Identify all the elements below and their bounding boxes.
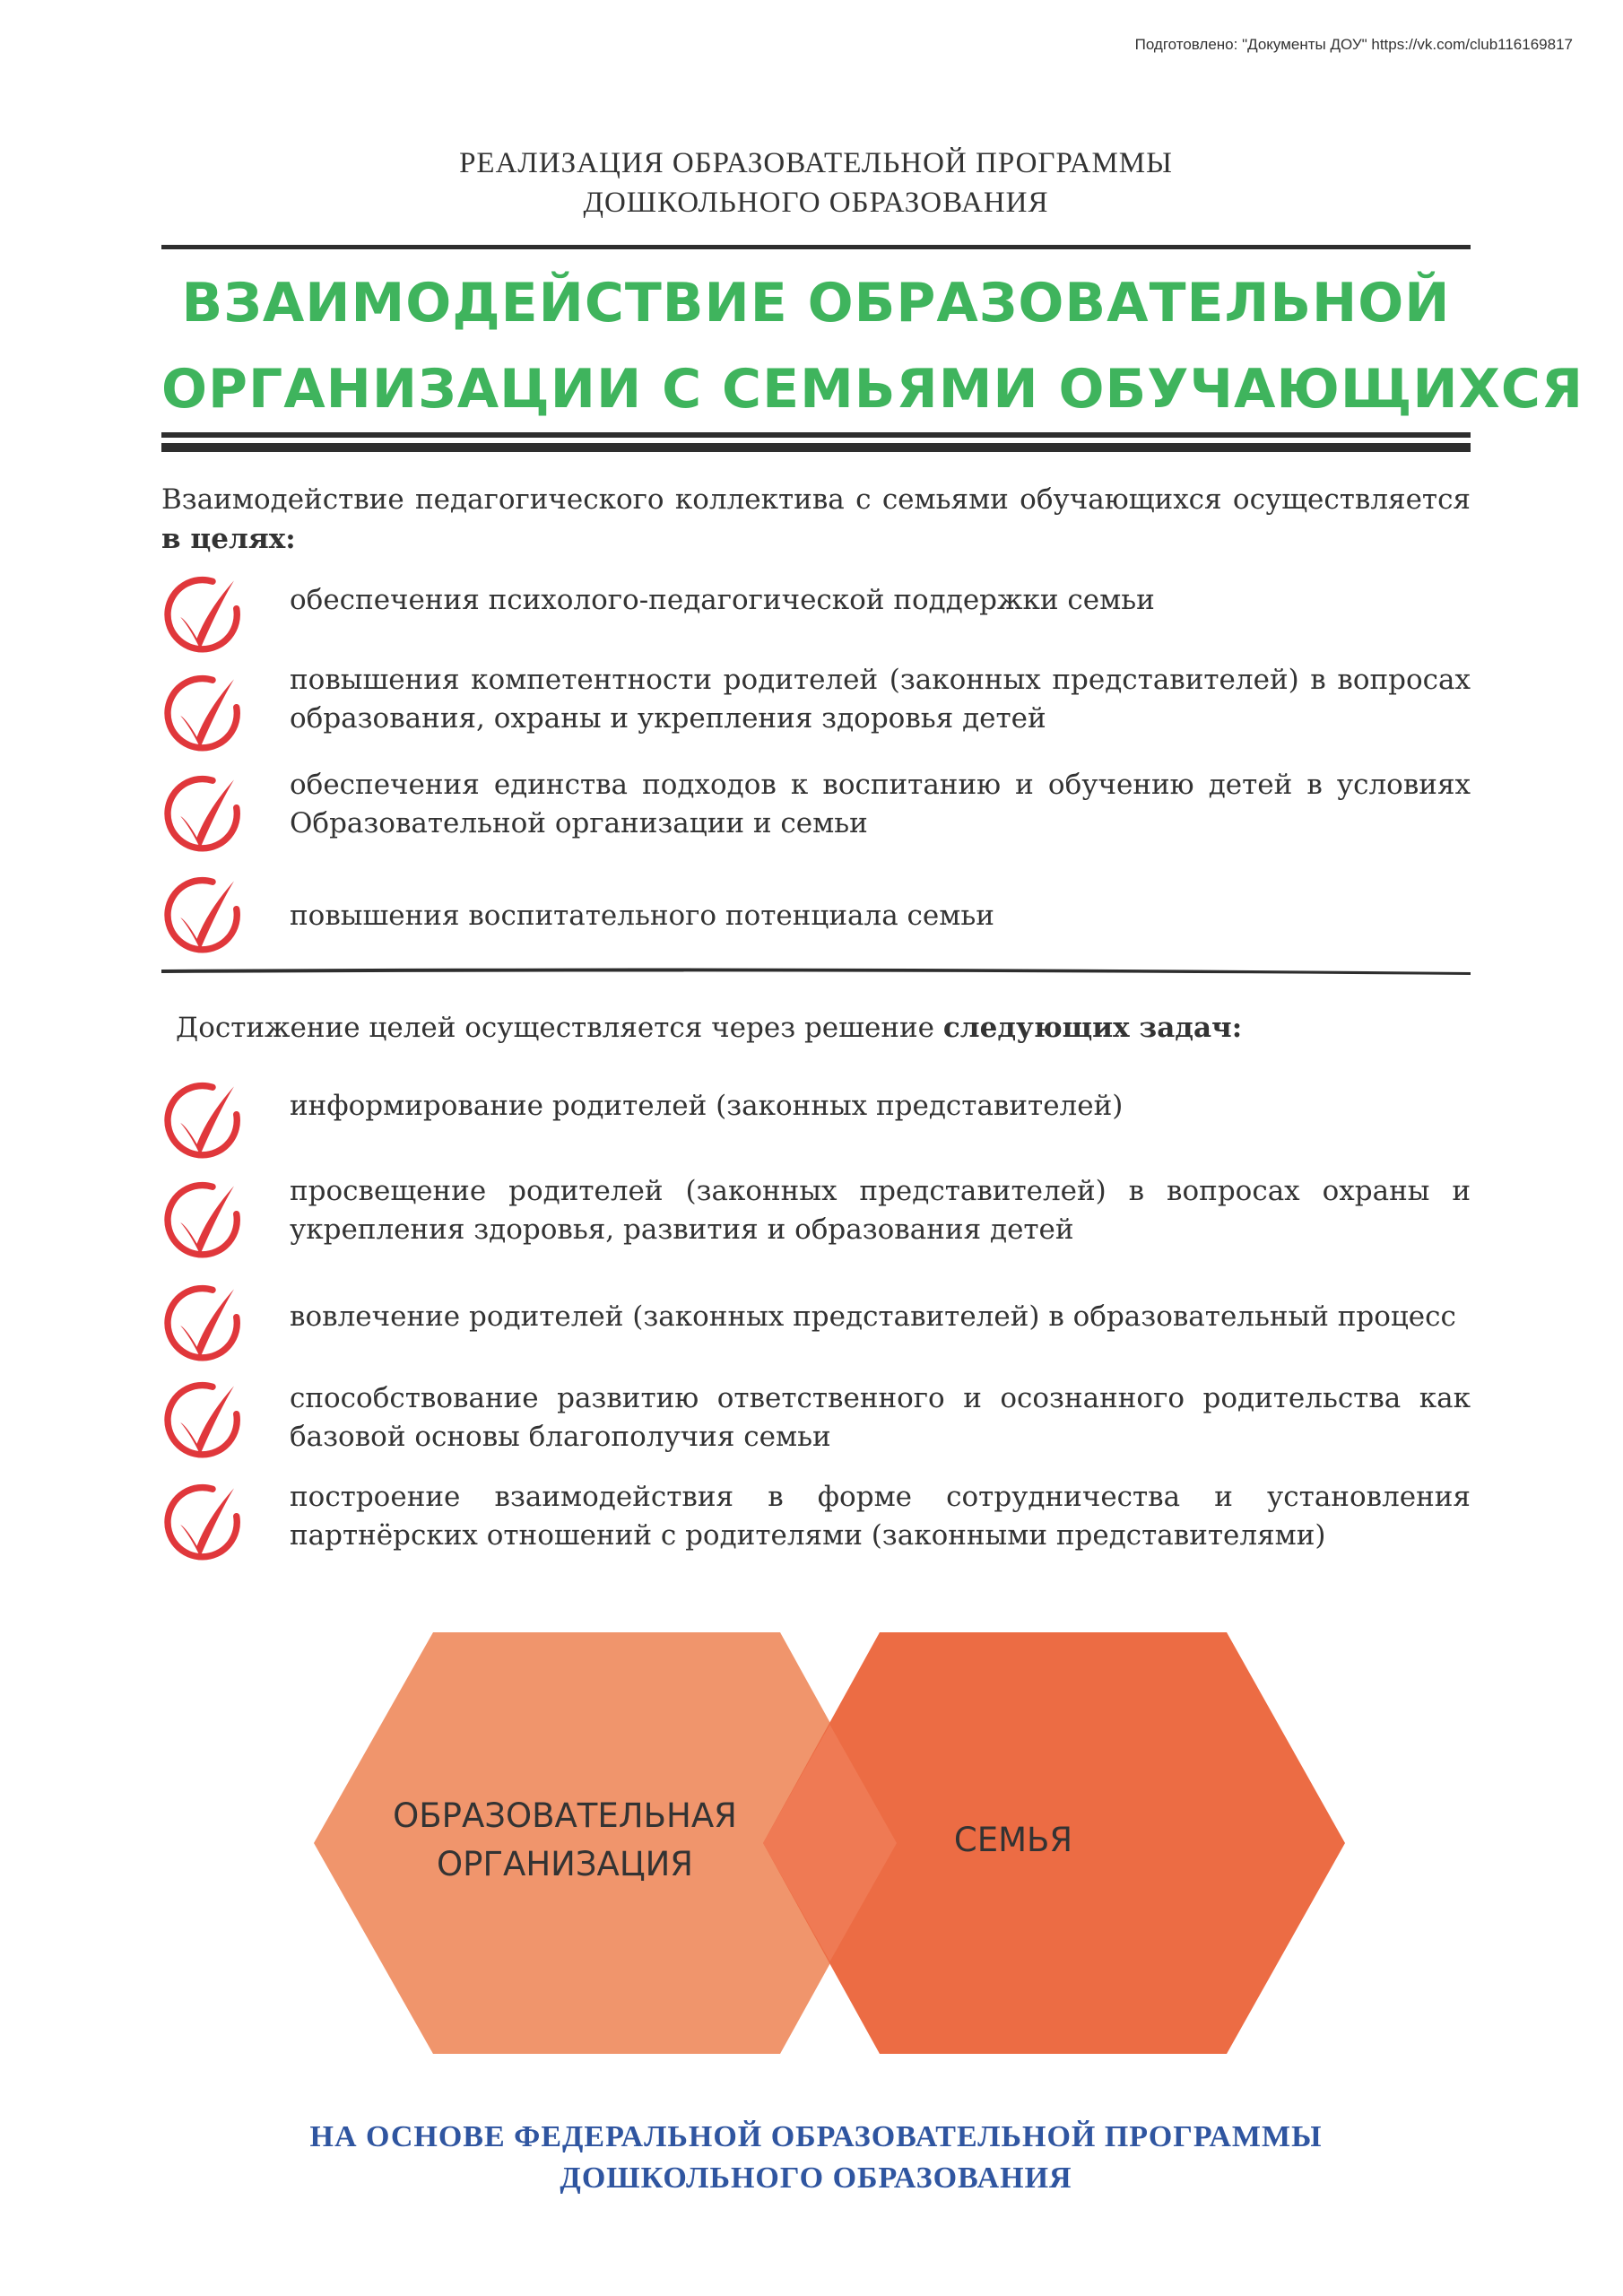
program-heading-line-1: РЕАЛИЗАЦИЯ ОБРАЗОВАТЕЛЬНОЙ ПРОГРАММЫ [459,147,1173,179]
check-circle-icon [161,574,244,657]
goals-intro-bold: в целях: [161,523,296,555]
check-circle-icon [161,1283,244,1365]
task-text-1: информирование родителей (законных представителей) [290,1090,1124,1122]
program-heading-line-2: ДОШКОЛЬНОГО ОБРАЗОВАНИЯ [583,187,1049,219]
goal-text-3: обеспечения единства подходов к воспитанию и обучению детей в условиях Образовательной организации и семьи [290,769,1471,839]
relationship-diagram [314,1632,1345,2054]
check-circle-icon [161,1379,244,1462]
organization-label-line-1: ОБРАЗОВАТЕЛЬНАЯ [393,1796,737,1835]
tasks-intro [176,1008,1471,1048]
goal-text-4: повышения воспитательного потенциала семьи [290,900,994,932]
footer-note-line-1: НА ОСНОВЕ ФЕДЕРАЛЬНОЙ ОБРАЗОВАТЕЛЬНОЙ ПРОГРАММЫ [309,2120,1323,2153]
goals-intro [161,480,1471,559]
document-title-line-1: ВЗАИМОДЕЙСТВИЕ ОБРАЗОВАТЕЛЬНОЙ [181,272,1451,335]
goal-text-1: обеспечения психолого-педагогической поддержки семьи [290,584,1155,616]
footer-note-line-2: ДОШКОЛЬНОГО ОБРАЗОВАНИЯ [560,2161,1072,2195]
title-top-rule [161,245,1471,249]
check-circle-icon [161,1080,244,1162]
task-text-3: вовлечение родителей (законных представителей) в образовательный процесс [290,1300,1456,1333]
document-title [161,260,1584,432]
check-circle-icon [161,773,244,856]
title-bottom-rule-2 [161,443,1471,452]
footer-note [161,2117,1471,2199]
source-credit: Подготовлено: "Документы ДОУ" https://vk.com/club116169817 [1134,36,1573,53]
section-divider [161,965,1471,978]
check-circle-icon [161,1482,244,1564]
tasks-intro-bold: следующих задач: [942,1012,1243,1044]
document-title-line-2: ОРГАНИЗАЦИИ С СЕМЬЯМИ ОБУЧАЮЩИХСЯ [161,358,1584,421]
check-circle-icon [161,874,244,957]
tasks-intro-text: Достижение целей осуществляется через решение [176,1012,943,1044]
goals-intro-text: Взаимодействие педагогического коллектива с семьями обучающихся осуществляется [161,483,1471,516]
family-label: СЕМЬЯ [953,1821,1073,1859]
task-text-2: просвещение родителей (законных представителей) в вопросах охраны и укрепления здоровья, развития и образования детей [290,1175,1471,1246]
program-heading [161,144,1471,222]
title-bottom-rule-1 [161,432,1471,438]
organization-label-line-2: ОРГАНИЗАЦИЯ [437,1845,693,1883]
check-circle-icon [161,673,244,755]
task-text-5: построение взаимодействия в форме сотрудничества и установления партнёрских отношений с родителями (законными представителями) [290,1481,1471,1552]
task-text-4: способствование развитию ответственного и осознанного родительства как базовой основы благополучия семьи [290,1382,1471,1453]
organization-label [386,1792,744,1889]
check-circle-icon [161,1179,244,1262]
goal-text-2: повышения компетентности родителей (законных представителей) в вопросах образования, охраны и укрепления здоровья детей [290,664,1471,735]
